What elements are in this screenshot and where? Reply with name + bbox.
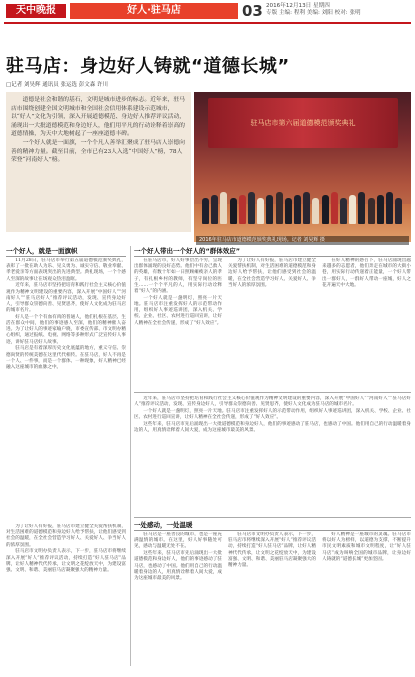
section-2-col-2: [228, 258, 316, 388]
masthead-logo: 天中晚报: [6, 4, 66, 18]
section-divider: [134, 517, 411, 518]
section-title: 一处感动，一处温暖: [134, 520, 411, 531]
ceremony-photo: [194, 92, 411, 242]
header-rule: [4, 22, 411, 24]
photo-caption: 2016年驻马店市道德模范颁奖典礼现场。记者 刘昊辉 摄: [196, 236, 409, 245]
honoree-figure: [312, 198, 319, 224]
article-paragraph: 这些年来，驻马店市先后涌现出一大批道德模范和身边好人，他们的事迹感动了驻马店，也感动了中国。他们用自己的行动温暖着身边的人，用真情诠释着人间大爱，成为这座城市最美的风景。: [134, 421, 411, 434]
article-paragraph: 近年来，驻马店市坚持把培育和践行社会主义核心价值观作为精神文明建设的重要内容，深入开展“中国好人”“河南好人”“驻马店好人”推荐评议活动，发现、宣传身边好人，引导群众崇德向善、见贤思齐，使好人文化成为驻马店的城市名片。: [6, 283, 126, 314]
article-paragraph: 近年来，驻马店市坚持把培育和践行社会主义核心价值观作为精神文明建设的重要内容，深入开展“中国好人”“河南好人”“驻马店好人”推荐评议活动，发现、宣传身边好人，引导群众崇德向善、见贤思齐，使好人文化成为驻马店的城市名片。: [134, 396, 411, 408]
lead-paragraph: 道德是社会和谐的基石，文明是城市进步的标志。近年来，驻马店市围绕创建全国文明城市和全国社会信用体系建设示范城市，以“好人”文化为引领，深入开展道德模范、身边好人推荐评议活动，涌现出一大批道德模范和身边好人，他们用平凡的行动诠释着崇高的道德情操，为天中大地树起了一座座道德丰碑。: [11, 97, 186, 138]
honoree-figure: [386, 192, 393, 224]
column-divider: [130, 246, 131, 666]
article-paragraph: 为了让好人有好报，驻马店市建立健全关爱帮扶机制，对生活困难的道德模范和身边好人给予帮扶，让他们感受到社会的温暖，在全社会营造学习好人、关爱好人、争当好人的浓厚氛围。: [6, 524, 126, 548]
page-number: 03: [242, 2, 263, 20]
section-title: 一个好人带出一个好人的“群体效应”: [134, 246, 411, 257]
honoree-figure: [266, 195, 273, 224]
article-paragraph: 好人精神是一座城市的灵魂。驻马店市将以好人为榜样，以道德为支撑，不断提升市民文明素质和城市文明程度，让“好人驻马店”成为叫响全国的城市品牌，让身边好人铸就的“道德长城”更加坚固。: [322, 532, 411, 562]
page-headline: 驻马店：身边好人铸就“道德长城”: [6, 56, 290, 77]
stage-screen: [208, 98, 398, 148]
article-paragraph: 在好人精神的感召下，驻马店涌现出越来越多的志愿者，他们奔走在城市的大街小巷，用实际行动传递着正能量，一个好人带出一群好人，一群好人带动一座城，好人之花开遍天中大地。: [322, 258, 411, 288]
edition-line: 专版 主编: 程利 美编: 刘阳 校对: 张明: [266, 10, 361, 16]
honoree-figure: [276, 192, 283, 224]
section-2-col-3: [322, 258, 411, 388]
honoree-figure: [340, 198, 347, 224]
article-paragraph: 驻马店市文明办负责人表示，下一步，驻马店市将继续深入开展“好人”推荐评议活动，持续打造“好人驻马店”品牌，让好人精神代代传承，让文明之花绽放天中，为建设富强、文明、和谐、美丽驻马店凝聚强大的精神力量。: [228, 532, 316, 569]
article-paragraph: 在驻马店市，好人好事层出不穷，呈现出群体涌现的良好态势。他们中有舍己救人的英雄，有数十年如一日照顾瘫痪亲人的孝子，有扎根乡村的教师，有坚守岗位的医生……一个个平凡的人，用实际行动诠释着“好人”的内涵。: [134, 258, 222, 295]
article-paragraph: 一个好人就是一盏明灯，照亮一片天地。驻马店市注重发挥好人的示范带动作用，组织好人事迹巡讲团，深入机关、学校、企业、社区、农村进行巡回宣讲，让好人精神在全社会传递，形成了“好人效应”。: [134, 408, 411, 421]
honoree-figure: [349, 195, 356, 224]
honoree-figure: [202, 198, 209, 224]
honoree-figure: [285, 198, 292, 224]
article-paragraph: 11月28日，驻马店市举行第五届道德模范颁奖典礼，表彰了一批在助人为乐、见义勇为、诚实守信、敬业奉献、孝老爱亲等方面表现突出的先进典型。典礼现场，一个个感人至深的故事让在场观众热泪盈眶。: [6, 258, 126, 282]
article-paragraph: 好人是一个个有血有肉的普通人，他们扎根在基层、生活在群众中间，他们的事迹感人至深，他们的精神催人奋进。为了让好人的事迹家喻户晓，市委宣传部、市文明办精心组织，通过报纸、电视、网络等多种形式广泛宣传好人事迹，讲好驻马店好人故事。: [6, 314, 126, 345]
section-divider: [134, 392, 411, 393]
honoree-figure: [230, 198, 237, 224]
section-1-body: [6, 258, 126, 520]
honoree-figure: [257, 198, 264, 224]
article-paragraph: 为了让好人有好报，驻马店市建立健全关爱帮扶机制，对生活困难的道德模范和身边好人给予帮扶，让他们感受到社会的温暖，在全社会营造学习好人、关爱好人、争当好人的浓厚氛围。: [228, 258, 316, 288]
section-3-col-2: [228, 532, 316, 670]
section-banner: 好人·驻马店: [70, 3, 238, 19]
article-paragraph: 驻马店是有着深厚历史文化底蕴的地方，重义守信、崇德尚贤的传统美德在这里代代相传。在驻马店，好人不再是一个人、一件事，而是一个群体、一种现象，好人精神已经融入这座城市的血脉之中。: [6, 346, 126, 370]
honoree-figure: [294, 195, 301, 224]
section-2-continued: [134, 396, 411, 516]
byline: □记者 刘昊辉 通讯员 张运选 彭文森 许川: [6, 82, 108, 88]
section-3-col-1: [134, 532, 222, 670]
honoree-figure: [248, 192, 255, 224]
date-line: 2016年12月13日 星期四: [266, 3, 330, 9]
honoree-figure: [220, 192, 227, 224]
honoree-figure: [331, 192, 338, 224]
section-2: [134, 246, 411, 257]
stage-screen-text: 驻马店市第六届道德模范颁奖典礼: [250, 119, 356, 127]
honoree-figure: [239, 195, 246, 224]
honoree-figure: [377, 195, 384, 224]
section-title: 一个好人，就是一面旗帜: [6, 246, 126, 257]
honoree-figure: [322, 195, 329, 224]
section-1-continued: [6, 524, 126, 670]
section-3-col-3: [322, 532, 411, 670]
section-2-col-1: [134, 258, 222, 388]
lead-paragraph: 一个好人就是一面旗，一个个凡人善举汇聚成了驻马店人崇德向善的精神力量。截至目前，全市已有23人入选“中国好人”榜，78人荣登“河南好人”榜。: [11, 139, 185, 164]
honoree-figure: [303, 192, 310, 224]
honoree-figure: [358, 192, 365, 224]
honoree-figure: [368, 198, 375, 224]
header-info: [266, 3, 412, 17]
article-paragraph: 一个好人就是一盏明灯，照亮一片天地。驻马店市注重发挥好人的示范带动作用，组织好人事迹巡讲团，深入机关、学校、企业、社区、农村进行巡回宣讲，让好人精神在全社会传递，形成了“好人效应”。: [134, 295, 222, 326]
honoree-figure: [395, 198, 402, 224]
section-3: [134, 520, 411, 531]
article-paragraph: 驻马店市文明办负责人表示，下一步，驻马店市将继续深入开展“好人”推荐评议活动，持续打造“好人驻马店”品牌，让好人精神代代传承，让文明之花绽放天中，为建设富强、文明、和谐、美丽驻马店凝聚强大的精神力量。: [6, 549, 126, 573]
honoree-figure: [211, 195, 218, 224]
article-paragraph: 这些年来，驻马店市先后涌现出一大批道德模范和身边好人，他们的事迹感动了驻马店，也感动了中国。他们用自己的行动温暖着身边的人，用真情诠释着人间大爱，成为这座城市最美的风景。: [134, 551, 222, 581]
lead-box: [6, 92, 191, 232]
section-1: [6, 246, 126, 257]
article-paragraph: 驻马店是一座善良的城市，也是一座充满温情的城市。在这里，好人好事随处可见，感动与温暖无处不在。: [134, 532, 222, 550]
